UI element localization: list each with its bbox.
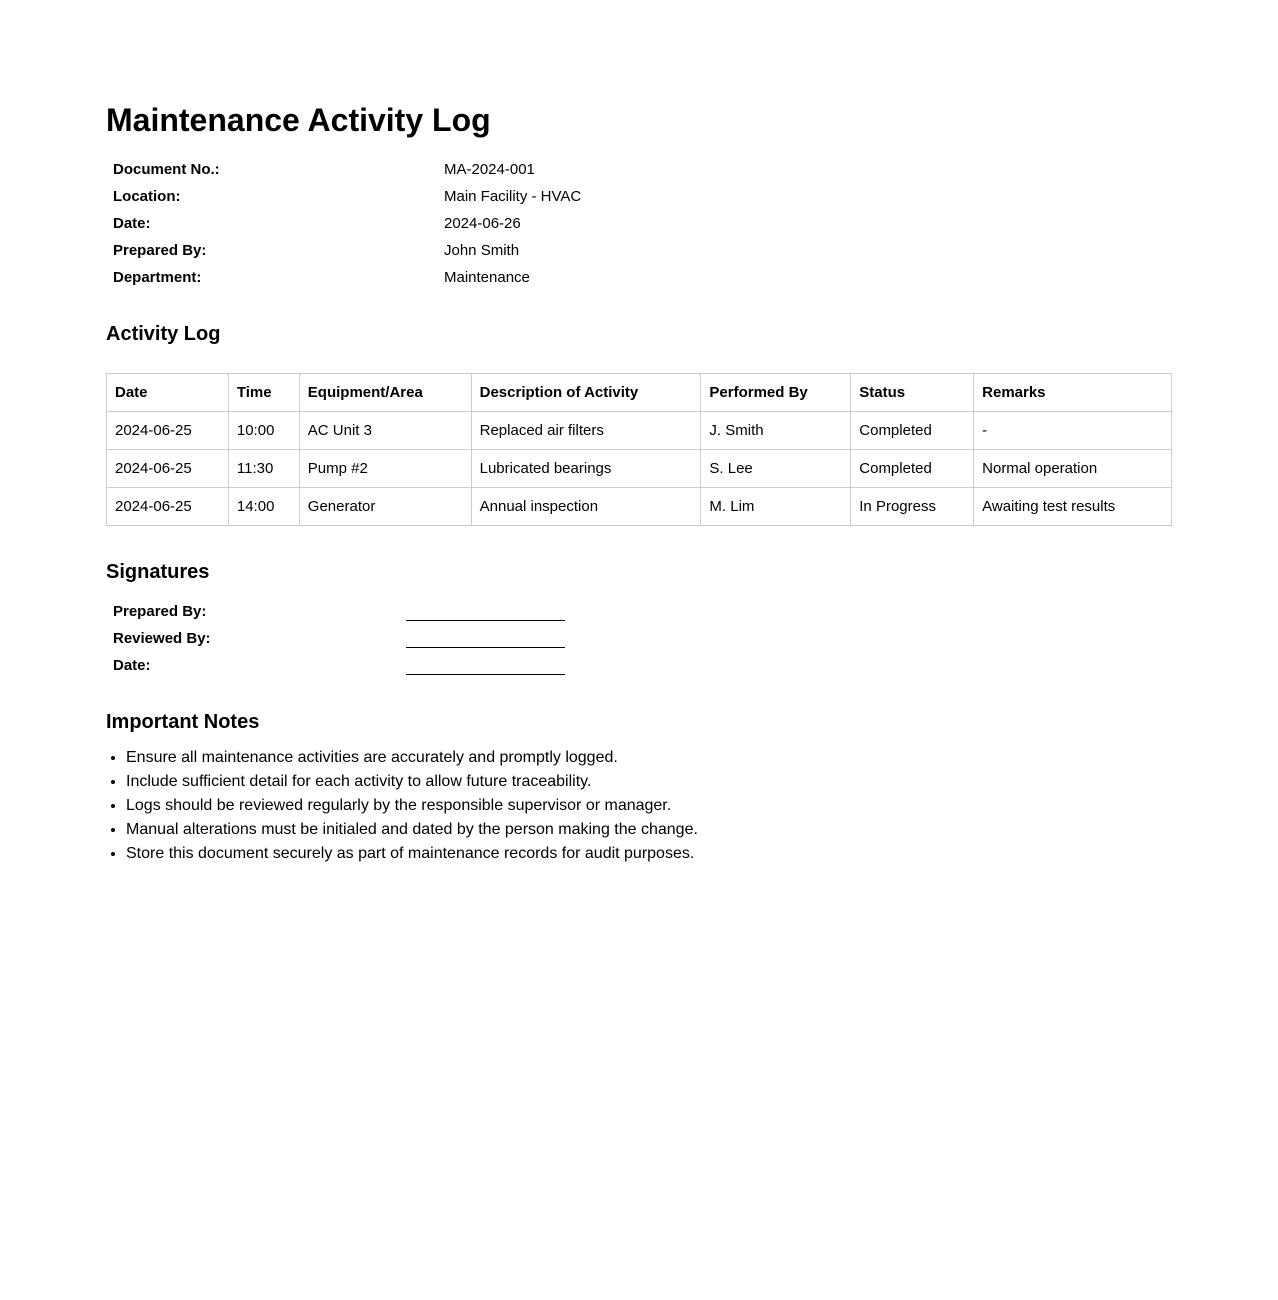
cell-performed-by: S. Lee bbox=[701, 450, 851, 488]
signature-label: Prepared By: bbox=[113, 603, 207, 620]
cell-performed-by: J. Smith bbox=[701, 412, 851, 450]
important-notes-heading: Important Notes bbox=[106, 711, 260, 733]
meta-label: Document No.: bbox=[113, 161, 220, 178]
signatures-heading: Signatures bbox=[106, 561, 210, 583]
cell-status: In Progress bbox=[851, 488, 974, 526]
list-item: • Manual alterations must be initialed and dated by the person making the change. bbox=[126, 818, 1126, 842]
cell-remarks: - bbox=[974, 412, 1172, 450]
cell-time: 11:30 bbox=[228, 450, 299, 488]
activity-log-heading: Activity Log bbox=[106, 323, 221, 345]
list-item: • Include sufficient detail for each activity to allow future traceability. bbox=[126, 770, 1126, 794]
meta-value: MA-2024-001 bbox=[444, 161, 535, 178]
cell-time: 10:00 bbox=[228, 412, 299, 450]
list-item: • Store this document securely as part of maintenance records for audit purposes. bbox=[126, 842, 1126, 866]
cell-date: 2024-06-25 bbox=[107, 450, 229, 488]
meta-value: Maintenance bbox=[444, 269, 530, 286]
meta-value: 2024-06-26 bbox=[444, 215, 521, 232]
meta-label: Prepared By: bbox=[113, 242, 207, 259]
cell-status: Completed bbox=[851, 412, 974, 450]
table-header-row bbox=[107, 374, 1172, 412]
cell-equipment: AC Unit 3 bbox=[299, 412, 471, 450]
table-row bbox=[107, 450, 1172, 488]
signature-row-date bbox=[113, 652, 713, 679]
meta-row-location bbox=[113, 183, 713, 210]
signature-line bbox=[406, 606, 565, 621]
cell-performed-by: M. Lim bbox=[701, 488, 851, 526]
meta-value: Main Facility - HVAC bbox=[444, 188, 582, 205]
cell-date: 2024-06-25 bbox=[107, 488, 229, 526]
signatures-block bbox=[113, 598, 713, 679]
cell-description: Replaced air filters bbox=[471, 412, 701, 450]
activity-log-table bbox=[106, 373, 1172, 526]
signature-label: Date: bbox=[113, 657, 151, 674]
column-header-description: Description of Activity bbox=[471, 374, 701, 412]
cell-equipment: Generator bbox=[299, 488, 471, 526]
signature-row-reviewed-by bbox=[113, 625, 713, 652]
cell-date: 2024-06-25 bbox=[107, 412, 229, 450]
column-header-remarks: Remarks bbox=[974, 374, 1172, 412]
column-header-status: Status bbox=[851, 374, 974, 412]
meta-value: John Smith bbox=[444, 242, 520, 259]
cell-equipment: Pump #2 bbox=[299, 450, 471, 488]
meta-label: Location: bbox=[113, 188, 181, 205]
meta-label: Date: bbox=[113, 215, 151, 232]
cell-description: Lubricated bearings bbox=[471, 450, 701, 488]
meta-row-department bbox=[113, 264, 713, 291]
signature-line bbox=[406, 633, 565, 648]
column-header-time: Time bbox=[228, 374, 299, 412]
meta-label: Department: bbox=[113, 269, 202, 286]
cell-time: 14:00 bbox=[228, 488, 299, 526]
page-title: Maintenance Activity Log bbox=[106, 102, 491, 138]
column-header-date: Date bbox=[107, 374, 229, 412]
signature-label: Reviewed By: bbox=[113, 630, 211, 647]
important-notes-list bbox=[106, 746, 1126, 866]
cell-status: Completed bbox=[851, 450, 974, 488]
column-header-performed-by: Performed By bbox=[701, 374, 851, 412]
meta-row-date bbox=[113, 210, 713, 237]
table-row bbox=[107, 412, 1172, 450]
cell-remarks: Normal operation bbox=[974, 450, 1172, 488]
document-metadata bbox=[113, 156, 713, 291]
signature-row-prepared-by bbox=[113, 598, 713, 625]
meta-row-document-no bbox=[113, 156, 713, 183]
cell-description: Annual inspection bbox=[471, 488, 701, 526]
list-item: • Logs should be reviewed regularly by the responsible supervisor or manager. bbox=[126, 794, 1126, 818]
meta-row-prepared-by bbox=[113, 237, 713, 264]
cell-remarks: Awaiting test results bbox=[974, 488, 1172, 526]
list-item: • Ensure all maintenance activities are accurately and promptly logged. bbox=[126, 746, 1126, 770]
column-header-equipment: Equipment/Area bbox=[299, 374, 471, 412]
table-row bbox=[107, 488, 1172, 526]
signature-line bbox=[406, 660, 565, 675]
